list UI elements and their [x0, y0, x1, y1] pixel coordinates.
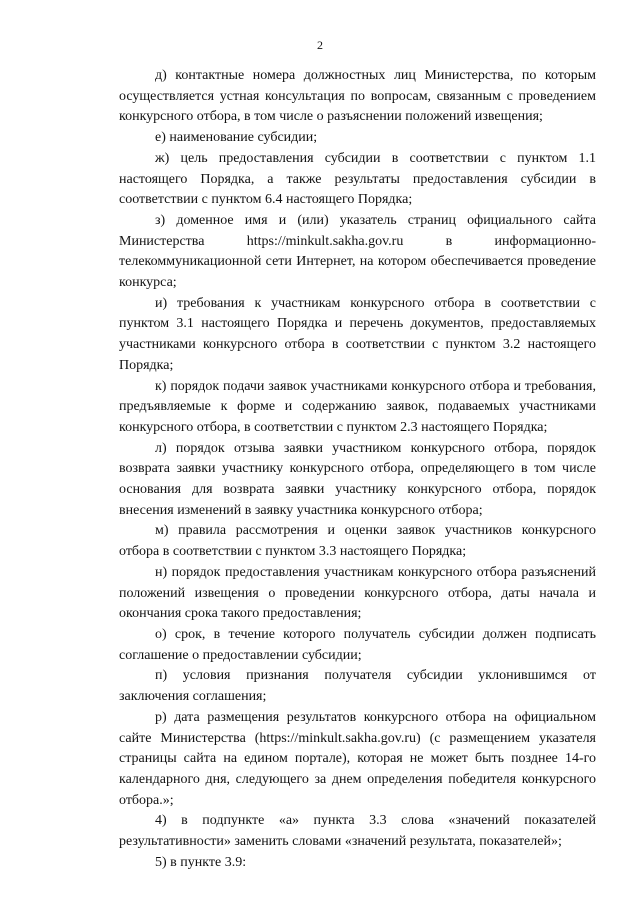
paragraph-r: р) дата размещения результатов конкурсного отбора на официальном сайте Министерства (https://minkult.sakha.gov.ru) (с размещением указателя страницы сайта на едином портале), которая не может быть позднее 14-го календарного дня, следующего за днем определения победителя конкурсного отбора.»; — [119, 709, 596, 808]
paragraph-z: з) доменное имя и (или) указатель страниц официального сайта Министерства https://minkult.sakha.gov.ru в информационно-телекоммуникационной сети Интернет, на котором обеспечивается проведение конкурса; — [119, 212, 596, 291]
page-number: 2 — [317, 38, 323, 52]
paragraph-k: к) порядок подачи заявок участниками конкурсного отбора и требования, предъявляемые к форме и содержанию заявок, подаваемых участниками конкурсного отбора, в соответствии с пунктом 2.3 настоящего Порядка; — [119, 378, 596, 435]
document-body — [119, 66, 596, 873]
paragraph-i: и) требования к участникам конкурсного отбора в соответствии с пунктом 3.1 настоящего Порядка и перечень документов, предоставляемых участниками конкурсного отбора в соответствии с пунктом 3.2 настоящего Порядка; — [119, 295, 596, 373]
paragraph-l: л) порядок отзыва заявки участником конкурсного отбора, порядок возврата заявки участнику конкурсного отбора, определяющего в том числе основания для возврата заявки участнику конкурсного отбора, порядок внесения изменений в заявку участника конкурсного отбора; — [119, 440, 596, 518]
paragraph-zh: ж) цель предоставления субсидии в соответствии с пунктом 1.1 настоящего Порядка, а также результаты предоставления субсидии в соответствии с пунктом 6.4 настоящего Порядка; — [119, 150, 596, 208]
paragraph-p: п) условия признания получателя субсидии уклонившимся от заключения соглашения; — [119, 668, 596, 705]
paragraph-item-5: 5) в пункте 3.9: — [155, 854, 247, 870]
paragraph-n: н) порядок предоставления участникам конкурсного отбора разъяснений положений извещения о проведении конкурсного отбора, даты начала и окончания срока такого предоставления; — [119, 564, 596, 622]
paragraph-m: м) правила рассмотрения и оценки заявок участников конкурсного отбора в соответствии с пунктом 3.3 настоящего Порядка; — [119, 523, 596, 560]
paragraph-item-4: 4) в подпункте «а» пункта 3.3 слова «значений показателей результативности» заменить словами «значений результата, показателей»; — [119, 813, 596, 850]
paragraph-o: о) срок, в течение которого получатель субсидии должен подписать соглашение о предоставлении субсидии; — [119, 626, 596, 663]
paragraph-e: е) наименование субсидии; — [155, 130, 318, 146]
paragraph-d: д) контактные номера должностных лиц Министерства, по которым осуществляется устная консультация по вопросам, связанным с проведением конкурсного отбора, в том числе о разъяснении положений извещения; — [119, 68, 596, 125]
